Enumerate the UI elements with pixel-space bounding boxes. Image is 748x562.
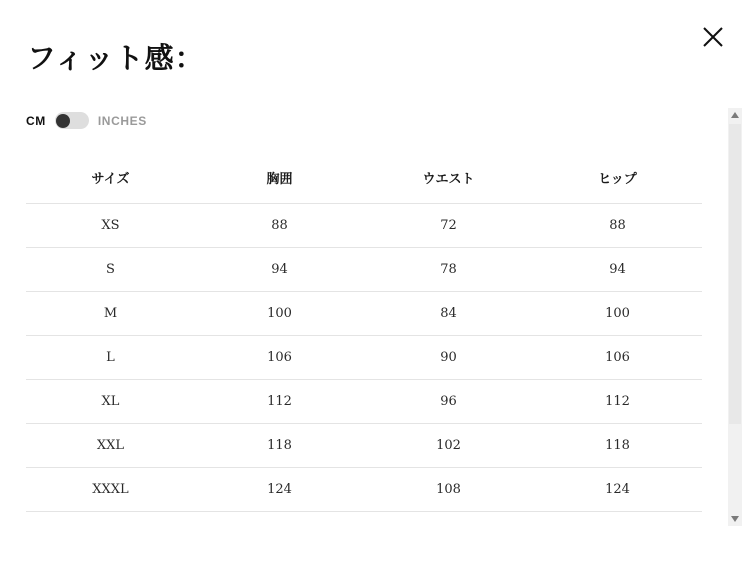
cell-waist: 90: [364, 336, 533, 380]
cell-waist: 72: [364, 204, 533, 248]
vertical-scrollbar[interactable]: [728, 108, 742, 526]
size-table-container: [26, 156, 702, 526]
table-row: [26, 380, 702, 424]
cell-chest: 94: [195, 248, 364, 292]
scroll-down-arrow-icon[interactable]: [728, 512, 742, 526]
cell-chest: 106: [195, 336, 364, 380]
scroll-up-arrow-icon[interactable]: [728, 108, 742, 122]
cell-chest: 118: [195, 424, 364, 468]
cell-hip: 118: [533, 424, 702, 468]
close-x-glyph: [702, 26, 724, 48]
cell-chest: 88: [195, 204, 364, 248]
toggle-knob: [56, 114, 70, 128]
column-header-hip: ヒップ: [598, 172, 637, 187]
close-icon[interactable]: [698, 22, 728, 52]
cell-waist: 102: [364, 424, 533, 468]
column-header-chest: 胸囲: [266, 172, 293, 187]
triangle-down-glyph: [731, 516, 739, 522]
size-table-head: [26, 156, 702, 204]
scrollbar-thumb[interactable]: [729, 124, 741, 424]
table-row: [26, 248, 702, 292]
cell-chest: 112: [195, 380, 364, 424]
size-table-body: [26, 204, 702, 512]
table-row: [26, 292, 702, 336]
cell-waist: 96: [364, 380, 533, 424]
cell-size: XXL: [26, 424, 195, 468]
column-header-size: サイズ: [91, 172, 130, 187]
cell-size: XL: [26, 380, 195, 424]
unit-label-inches: INCHES: [97, 113, 147, 128]
cell-size: L: [26, 336, 195, 380]
table-row: [26, 424, 702, 468]
cell-hip: 88: [533, 204, 702, 248]
triangle-up-glyph: [731, 112, 739, 118]
page-title: フィット感：: [27, 41, 205, 75]
unit-toggle-row: [26, 112, 147, 129]
table-header-row: [26, 156, 702, 204]
cell-waist: 108: [364, 468, 533, 512]
unit-toggle-switch[interactable]: [55, 112, 89, 129]
cell-waist: 84: [364, 292, 533, 336]
cell-hip: 124: [533, 468, 702, 512]
cell-chest: 124: [195, 468, 364, 512]
cell-size: S: [26, 248, 195, 292]
modal-bottom-area: [0, 534, 748, 562]
cell-hip: 100: [533, 292, 702, 336]
cell-size: M: [26, 292, 195, 336]
cell-size: XXXL: [26, 468, 195, 512]
cell-hip: 112: [533, 380, 702, 424]
size-table: [26, 156, 702, 512]
unit-label-cm: CM: [26, 113, 46, 128]
cell-size: XS: [26, 204, 195, 248]
cell-waist: 78: [364, 248, 533, 292]
table-row: [26, 204, 702, 248]
cell-hip: 94: [533, 248, 702, 292]
cell-hip: 106: [533, 336, 702, 380]
column-header-waist: ウエスト: [422, 172, 475, 187]
table-row: [26, 336, 702, 380]
cell-chest: 100: [195, 292, 364, 336]
table-row: [26, 468, 702, 512]
